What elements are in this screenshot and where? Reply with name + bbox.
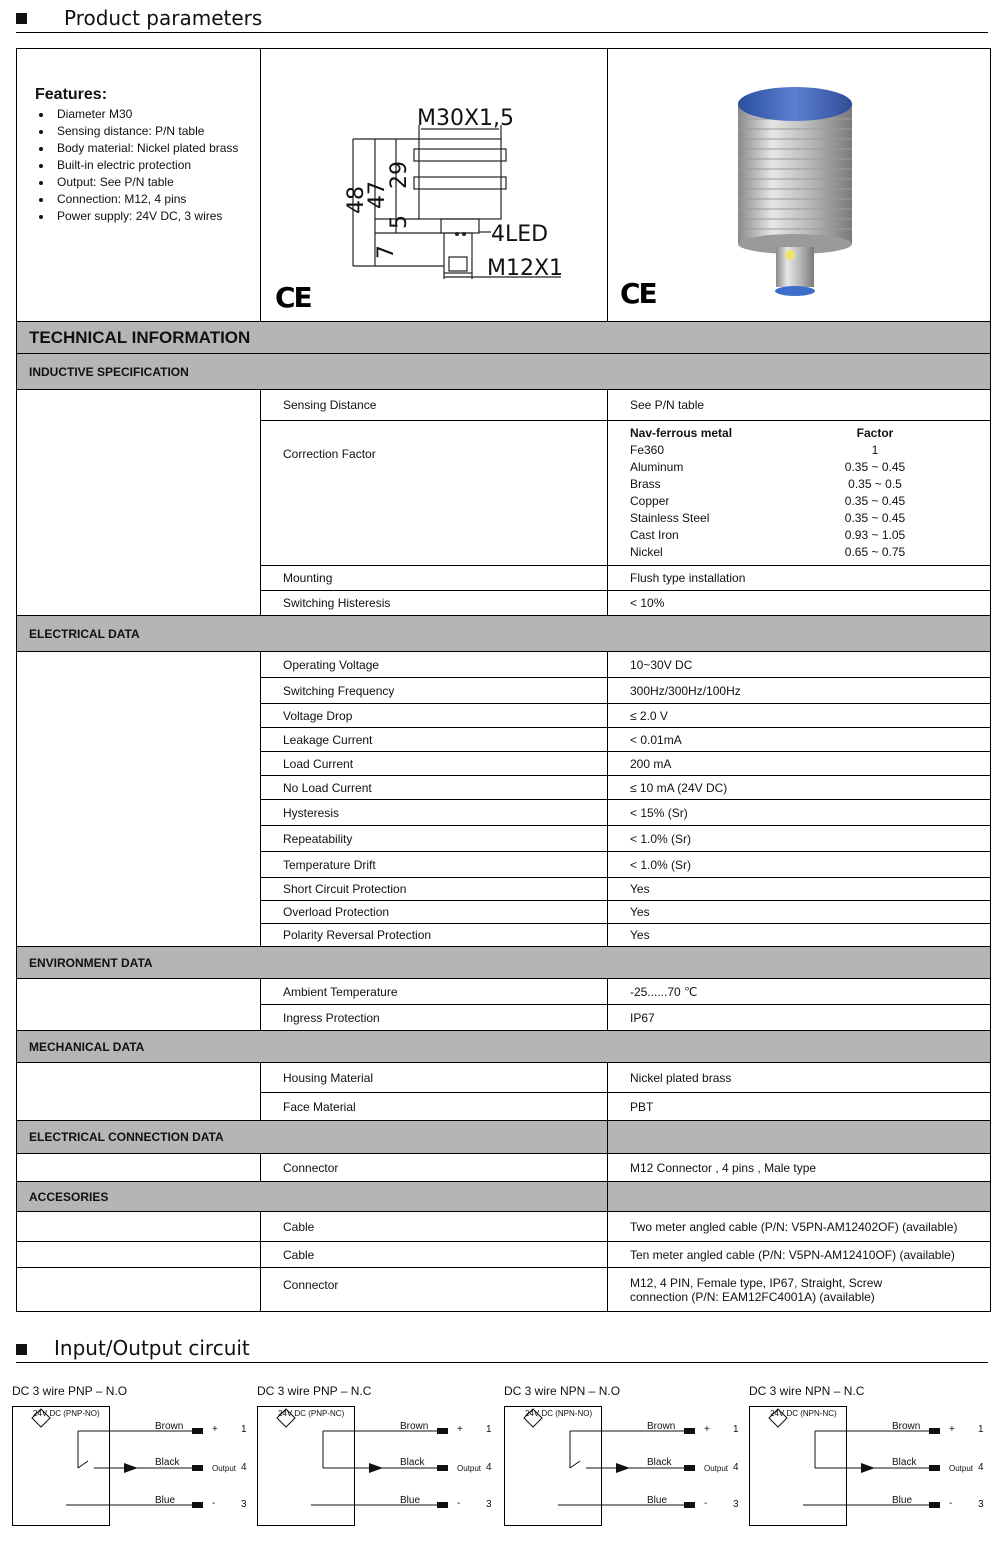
spec-value: See P/N table	[608, 390, 991, 421]
section-connection	[17, 1121, 991, 1154]
cf-header-metal: Nav-ferrous metal	[630, 426, 733, 440]
spec-label: Connector	[261, 1268, 608, 1312]
spec-value: Yes	[608, 924, 991, 947]
circuit-wiring	[12, 1384, 257, 1534]
spec-label: Operating Voltage	[261, 652, 608, 678]
pin-4: 4	[486, 1462, 492, 1473]
cf-metal: Brass	[630, 477, 661, 491]
terminal-minus: -	[457, 1498, 461, 1509]
features-cell	[17, 49, 261, 322]
cf-factor: 0.65 ~ 0.75	[844, 545, 906, 559]
circuit-supply-label: 24V DC (PNP-NC)	[278, 1409, 345, 1418]
spec-row	[17, 979, 991, 1005]
terminal-plus: +	[704, 1424, 710, 1435]
spec-value: < 0.01mA	[608, 728, 991, 752]
spec-value: Flush type installation	[608, 566, 991, 591]
circuit-title: DC 3 wire PNP – N.O	[12, 1384, 128, 1398]
circuit-title: DC 3 wire PNP – N.C	[257, 1384, 372, 1398]
terminal-plus: +	[212, 1424, 218, 1435]
pin-3: 3	[733, 1499, 739, 1510]
cf-factor: 0.35 ~ 0.45	[844, 511, 906, 525]
technical-information-row	[17, 322, 991, 354]
wire-black-label: Black	[892, 1457, 917, 1468]
dimension-drawing-cell	[261, 49, 608, 322]
pin-1: 1	[486, 1424, 492, 1435]
circuit-supply-label: 24V DC (NPN-NO)	[525, 1409, 593, 1418]
spec-value: -25......70 ℃	[608, 979, 991, 1005]
spec-label: Mounting	[261, 566, 608, 591]
section-environment	[17, 947, 991, 979]
bullet-square-icon	[16, 13, 27, 24]
product-photo-cell	[608, 49, 991, 322]
dim-48: 48	[344, 186, 369, 214]
circuit-diagram	[749, 1384, 994, 1534]
wire-black-label: Black	[400, 1457, 425, 1468]
spec-label: Housing Material	[261, 1063, 608, 1093]
circuit-diagram	[504, 1384, 749, 1534]
section-electrical	[17, 616, 991, 652]
spec-label: Face Material	[261, 1093, 608, 1121]
spec-value: < 15% (Sr)	[608, 800, 991, 826]
cf-metal: Stainless Steel	[630, 511, 710, 525]
feature-item: • Connection: M12, 4 pins	[53, 191, 260, 208]
cf-factor: 0.35 ~ 0.5	[848, 477, 902, 491]
spec-label: Cable	[261, 1242, 608, 1268]
terminal-output: Output	[949, 1464, 974, 1473]
section-title: Product parameters	[64, 6, 263, 30]
spec-label: Sensing Distance	[261, 390, 608, 421]
spec-value: Ten meter angled cable (P/N: V5PN-AM12410OF) (available)	[608, 1242, 991, 1268]
spec-label: Correction Factor	[261, 421, 608, 566]
spec-label: Cable	[261, 1212, 608, 1242]
terminal-minus: -	[704, 1498, 708, 1509]
spec-label: Load Current	[261, 752, 608, 776]
spec-label: Repeatability	[261, 826, 608, 852]
pin-3: 3	[241, 1499, 247, 1510]
cf-factor: 1	[871, 443, 879, 457]
spec-row	[17, 1212, 991, 1242]
terminal-plus: +	[457, 1424, 463, 1435]
section-title: ELECTRICAL CONNECTION DATA	[17, 1121, 608, 1154]
cf-metal: Copper	[630, 494, 670, 508]
cf-factor: 0.35 ~ 0.45	[844, 460, 906, 474]
pin-3: 3	[486, 1499, 492, 1510]
circuit-diagram	[12, 1384, 257, 1534]
wire-brown-label: Brown	[892, 1421, 921, 1432]
circuit-supply-label: 24V DC (PNP-NO)	[33, 1409, 100, 1418]
spec-row	[17, 652, 991, 678]
dim-29: 29	[387, 161, 412, 189]
section-title: INDUCTIVE SPECIFICATION	[17, 354, 991, 390]
terminal-output: Output	[457, 1464, 482, 1473]
spec-label: Ingress Protection	[261, 1005, 608, 1031]
feature-item: • Power supply: 24V DC, 3 wires	[53, 208, 260, 225]
spec-label: Overload Protection	[261, 901, 608, 924]
cf-metal: Aluminum	[630, 460, 684, 474]
product-parameters-header	[16, 0, 988, 33]
spec-row	[17, 1242, 991, 1268]
circuit-wiring	[257, 1384, 502, 1534]
terminal-minus: -	[949, 1498, 953, 1509]
pin-1: 1	[241, 1424, 247, 1435]
pin-4: 4	[241, 1462, 247, 1473]
spec-value: < 1.0% (Sr)	[608, 852, 991, 878]
wire-blue-label: Blue	[892, 1495, 913, 1506]
spec-table	[16, 48, 991, 1312]
cf-metal: Cast Iron	[630, 528, 679, 542]
dim-7: 7	[374, 245, 399, 259]
wire-black-label: Black	[155, 1457, 180, 1468]
feature-item: • Built-in electric protection	[53, 157, 260, 174]
circuit-title: DC 3 wire NPN – N.O	[504, 1384, 621, 1398]
feature-item: • Output: See P/N table	[53, 174, 260, 191]
electrical-rows	[17, 652, 991, 947]
section-accessories	[17, 1182, 991, 1212]
spec-row	[17, 1268, 991, 1312]
spec-value: M12 Connector , 4 pins , Male type	[608, 1154, 991, 1182]
circuit-wiring	[749, 1384, 994, 1534]
thread-label: M30X1,5	[417, 106, 515, 131]
spec-value: ≤ 10 mA (24V DC)	[608, 776, 991, 800]
pin-4: 4	[733, 1462, 739, 1473]
spec-label: Short Circuit Protection	[261, 878, 608, 901]
wire-brown-label: Brown	[647, 1421, 676, 1432]
ce-mark: CE	[620, 277, 656, 310]
dimension-drawing	[261, 49, 607, 321]
dim-47: 47	[365, 181, 390, 209]
spec-value: IP67	[608, 1005, 991, 1031]
spec-value: Two meter angled cable (P/N: V5PN-AM12402OF) (available)	[608, 1212, 991, 1242]
spec-row	[17, 1154, 991, 1182]
mechanical-rows	[17, 1063, 991, 1121]
circuit-wiring	[504, 1384, 749, 1534]
pin-1: 1	[978, 1424, 984, 1435]
spec-value: M12, 4 PIN, Female type, IP67, Straight, Screw connection (P/N: EAM12FC4001A) (available)	[608, 1268, 991, 1312]
overview-row	[17, 49, 991, 322]
section-title: ACCESORIES	[17, 1182, 608, 1212]
spec-value: 200 mA	[608, 752, 991, 776]
spec-value: 10~30V DC	[608, 652, 991, 678]
led-label: 4LED	[491, 222, 549, 247]
connector-outline	[444, 233, 472, 273]
feature-item: • Diameter M30	[53, 106, 260, 123]
environment-rows	[17, 979, 991, 1031]
dim-5: 5	[387, 215, 412, 229]
spec-label: Temperature Drift	[261, 852, 608, 878]
technical-information-title: TECHNICAL INFORMATION	[17, 322, 991, 354]
spec-value: Nickel plated brass	[608, 1063, 991, 1093]
cf-metal: Fe360	[630, 443, 665, 457]
spec-label: Polarity Reversal Protection	[261, 924, 608, 947]
cf-header-factor: Factor	[856, 426, 894, 440]
features-title: Features:	[35, 85, 108, 103]
section-title: MECHANICAL DATA	[17, 1031, 991, 1063]
spec-value: < 10%	[608, 591, 991, 616]
sensor-body-outline	[419, 139, 501, 219]
sensing-face	[738, 87, 852, 121]
terminal-plus: +	[949, 1424, 955, 1435]
ce-mark: CE	[275, 281, 311, 314]
correction-factor-table	[608, 421, 991, 566]
spec-label: Leakage Current	[261, 728, 608, 752]
wire-blue-label: Blue	[155, 1495, 176, 1506]
section-title: ELECTRICAL DATA	[17, 616, 991, 652]
wire-black-label: Black	[647, 1457, 672, 1468]
spec-label: Switching Frequency	[261, 678, 608, 704]
spec-value: PBT	[608, 1093, 991, 1121]
circuit-diagram	[257, 1384, 502, 1534]
cf-metal: Nickel	[630, 545, 663, 559]
spec-label: Connector	[261, 1154, 608, 1182]
spec-value: < 1.0% (Sr)	[608, 826, 991, 852]
cf-factor: 0.93 ~ 1.05	[844, 528, 906, 542]
pin-4: 4	[978, 1462, 984, 1473]
spec-row	[17, 390, 991, 421]
terminal-output: Output	[704, 1464, 729, 1473]
feature-item: • Body material: Nickel plated brass	[53, 140, 260, 157]
terminal-minus: -	[212, 1498, 216, 1509]
wire-brown-label: Brown	[400, 1421, 429, 1432]
input-output-header	[16, 1332, 988, 1363]
spec-label: Voltage Drop	[261, 704, 608, 728]
spec-label: No Load Current	[261, 776, 608, 800]
spec-value: 300Hz/300Hz/100Hz	[608, 678, 991, 704]
spec-label: Ambient Temperature	[261, 979, 608, 1005]
section-title: ENVIRONMENT DATA	[17, 947, 991, 979]
section-title: Input/Output circuit	[54, 1336, 250, 1360]
spec-value: Yes	[608, 901, 991, 924]
wire-brown-label: Brown	[155, 1421, 184, 1432]
spec-value: ≤ 2.0 V	[608, 704, 991, 728]
wire-blue-label: Blue	[647, 1495, 668, 1506]
pin-1: 1	[733, 1424, 739, 1435]
product-photo	[608, 49, 990, 321]
circuit-title: DC 3 wire NPN – N.C	[749, 1384, 865, 1398]
pin-3: 3	[978, 1499, 984, 1510]
spec-row	[17, 1063, 991, 1093]
section-mechanical	[17, 1031, 991, 1063]
wire-blue-label: Blue	[400, 1495, 421, 1506]
accessories-rows	[17, 1212, 991, 1312]
spec-label: Switching Histeresis	[261, 591, 608, 616]
cf-factor: 0.35 ~ 0.45	[844, 494, 906, 508]
circuit-supply-label: 24V DC (NPN-NC)	[770, 1409, 837, 1418]
section-inductive	[17, 354, 991, 390]
features-list	[35, 106, 260, 225]
connection-rows	[17, 1154, 991, 1182]
spec-value: Yes	[608, 878, 991, 901]
connector-thread-label: M12X1	[487, 256, 564, 281]
feature-item: • Sensing distance: P/N table	[53, 123, 260, 140]
bullet-square-icon	[16, 1344, 27, 1355]
terminal-output: Output	[212, 1464, 237, 1473]
spec-label: Hysteresis	[261, 800, 608, 826]
